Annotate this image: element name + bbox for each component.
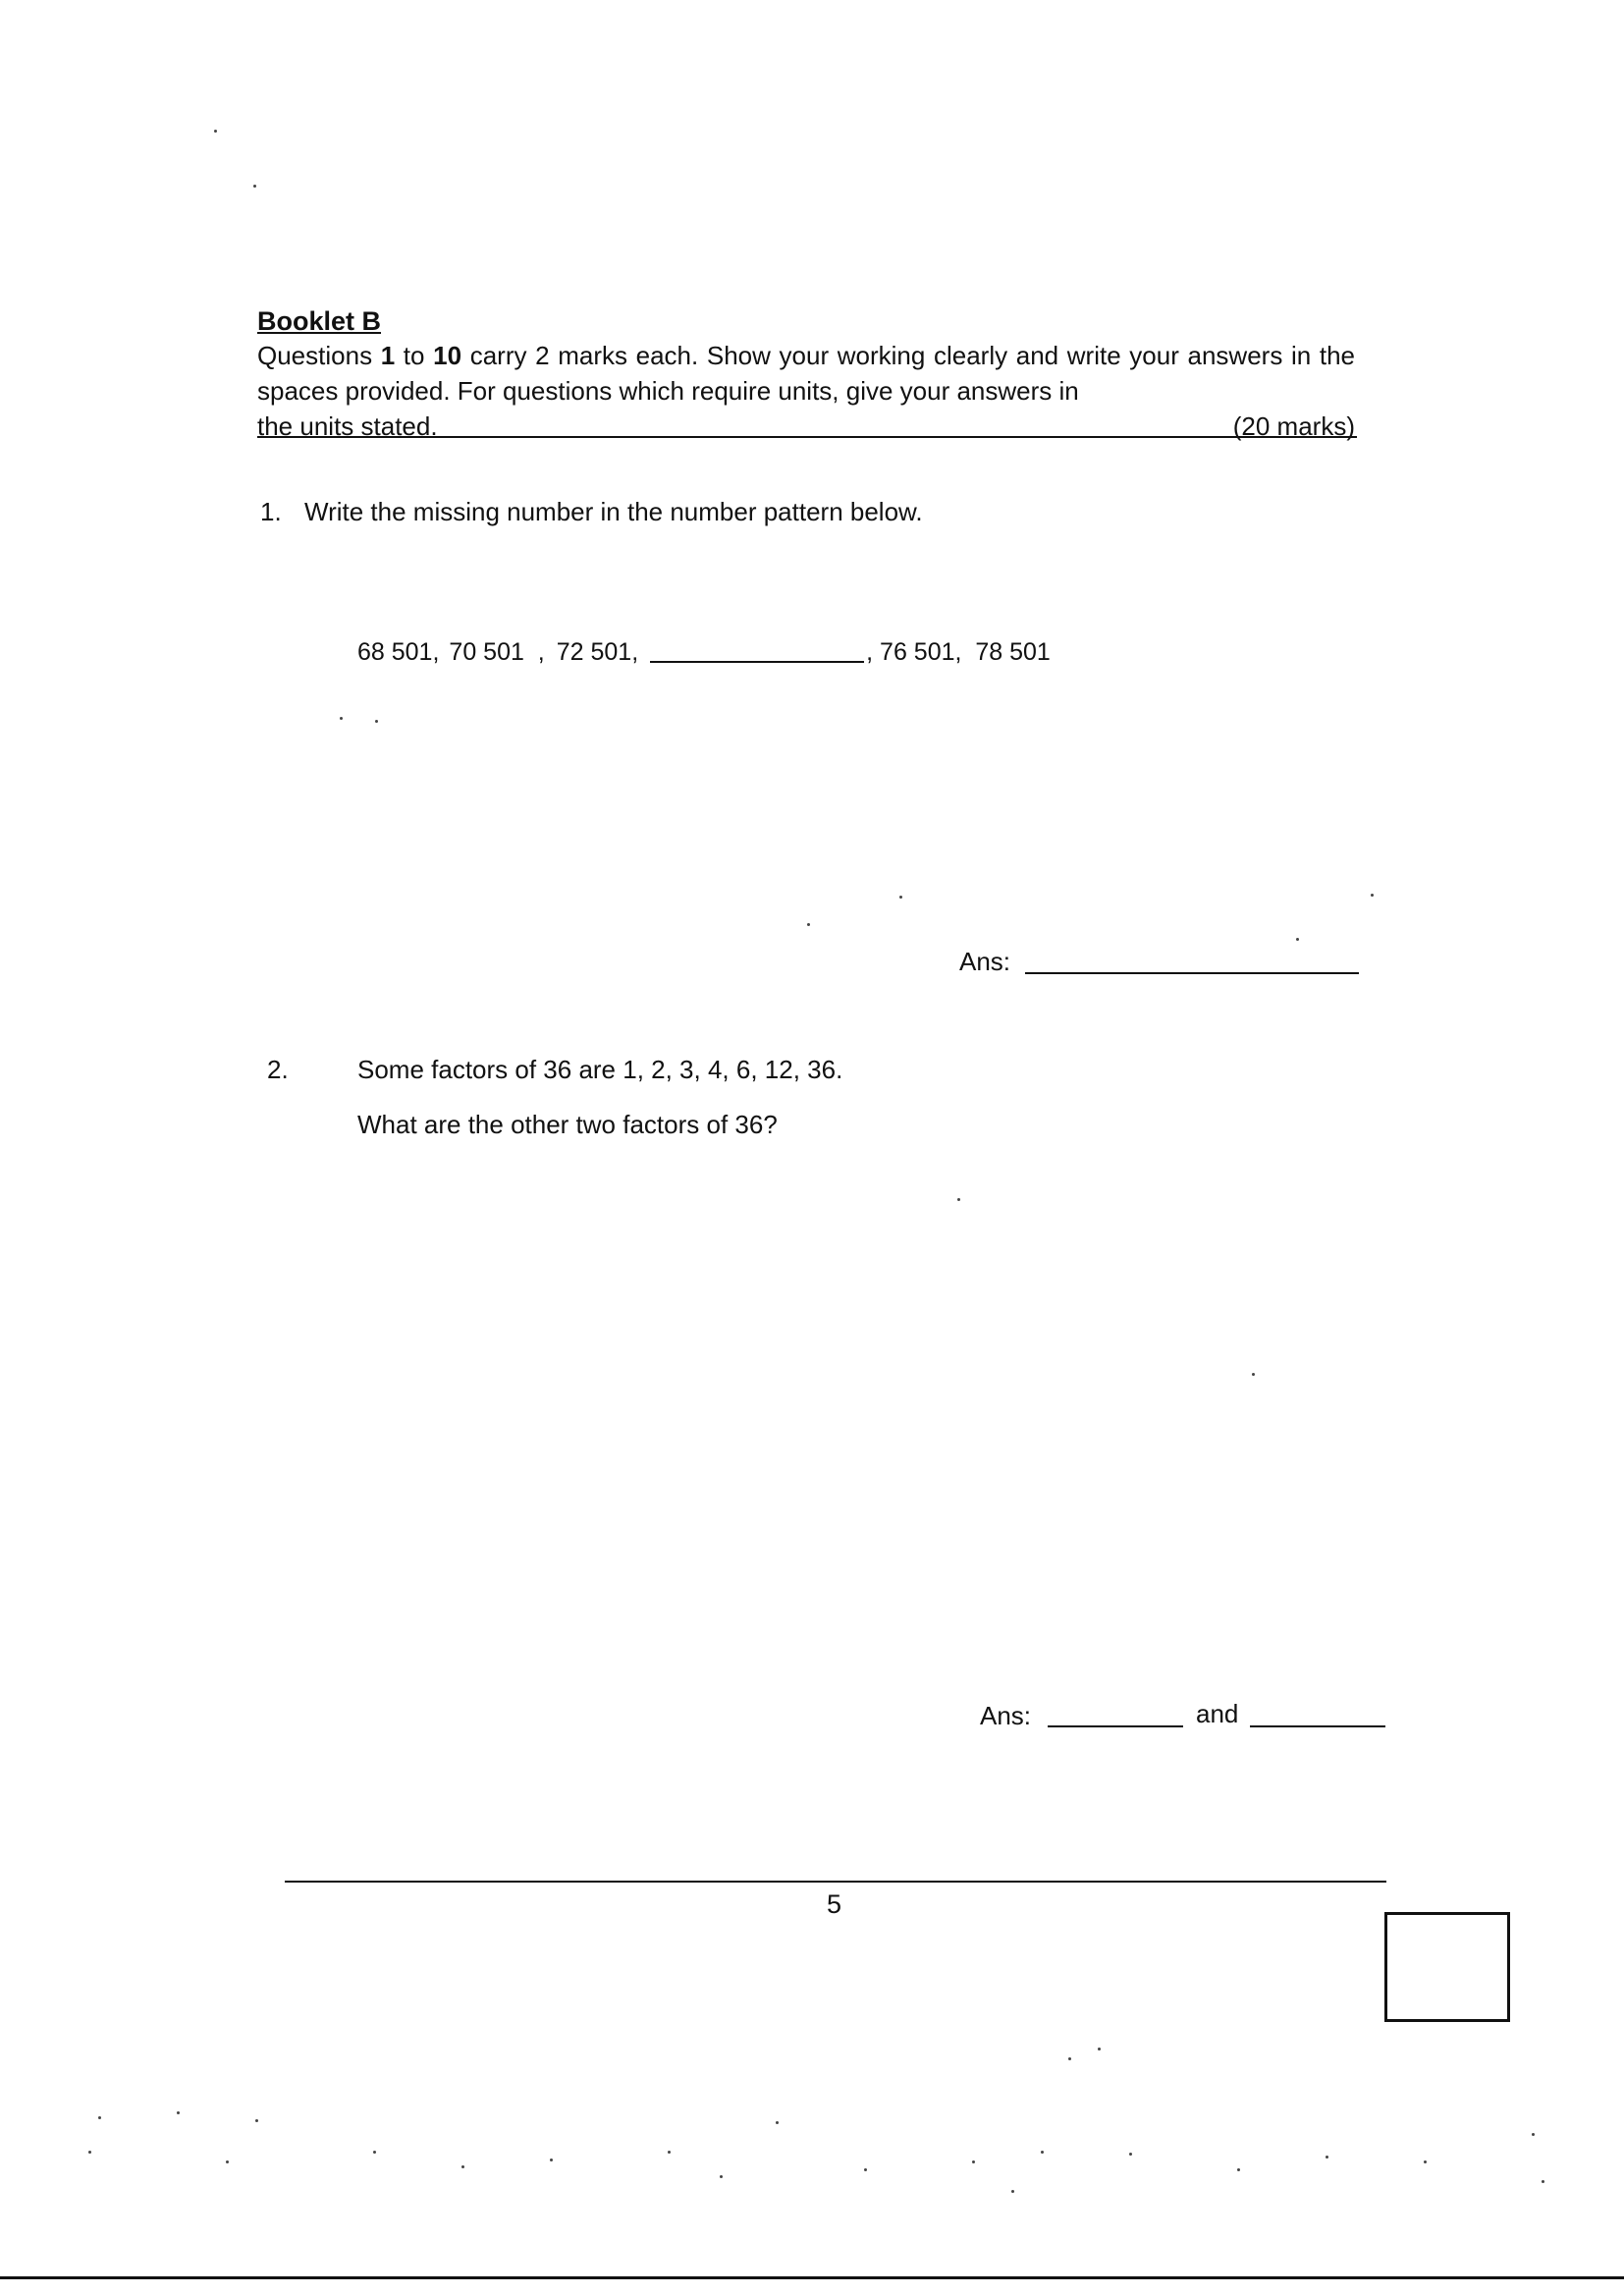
scan-speck [1542,2180,1544,2183]
instructions-to: 10 [433,341,462,370]
scan-speck [1296,938,1299,941]
scan-speck [253,185,256,188]
scan-speck [668,2151,671,2154]
booklet-title: Booklet B [257,306,382,336]
scan-speck [972,2160,975,2163]
marks-box [1384,1912,1510,2022]
instructions-last-line [257,409,1355,444]
scan-speck [957,1198,960,1201]
scan-speck [226,2160,229,2163]
question-2-number: 2. [267,1055,289,1084]
pattern-terms-after: , 76 501, 78 501 [866,638,1051,666]
scan-speck [1532,2133,1535,2136]
scan-speck [88,2151,91,2154]
scan-speck [1129,2153,1132,2156]
answer-2-label: Ans: [980,1701,1032,1730]
answer-2-line-second[interactable] [1250,1725,1385,1727]
total-marks: (20 marks) [1232,411,1355,441]
scan-speck [864,2168,867,2171]
instructions-units-note: the units stated. [257,411,438,441]
scan-speck [177,2111,180,2114]
scan-speck [1098,2048,1101,2050]
instructions-text-3: carry 2 marks each. Show your working clearly and write your answers in the spaces provided. For questions which require units, give your answers in [257,341,1355,406]
answer-2-line-first[interactable] [1048,1725,1183,1727]
scan-speck [720,2175,723,2178]
instructions-text-2: to [395,341,434,370]
instructions [257,338,1355,444]
scan-speck [1237,2168,1240,2171]
scan-speck [340,717,343,720]
scan-speck [375,720,378,723]
header-divider [257,436,1357,438]
scan-speck [461,2165,464,2168]
number-pattern [357,636,1051,667]
question-2-prompt: What are the other two factors of 36? [357,1110,778,1139]
pattern-missing-blank[interactable] [650,639,864,663]
scan-speck [1252,1373,1255,1376]
answer-1-line[interactable] [1025,972,1359,974]
scan-speck [98,2116,101,2119]
pattern-term-1: 68 501, [357,638,440,666]
scan-bottom-edge [0,2276,1624,2279]
scan-speck [550,2159,553,2161]
scan-speck [807,923,810,926]
scan-speck [1068,2057,1071,2060]
scan-speck [1371,894,1374,897]
answer-1-label: Ans: [959,947,1011,976]
scan-speck [899,896,902,899]
scan-speck [214,130,217,133]
question-2-statement: Some factors of 36 are 1, 2, 3, 4, 6, 12, 36. [357,1055,843,1084]
scan-speck [776,2121,779,2124]
scan-speck [1326,2156,1328,2159]
instructions-text-1: Questions [257,341,381,370]
scan-speck [1011,2190,1014,2193]
scan-speck [1041,2151,1044,2154]
page-number: 5 [827,1889,842,1919]
instructions-from: 1 [380,341,396,370]
pattern-term-2: 70 501 , [449,638,545,666]
question-1-number: 1. [260,497,282,526]
answer-2-joiner: and [1196,1699,1239,1728]
scan-speck [1424,2160,1427,2163]
footer-divider [285,1881,1386,1883]
pattern-term-3: 72 501, [556,638,639,666]
scan-speck [255,2119,258,2122]
question-1-text: Write the missing number in the number pattern below. [304,497,923,526]
scan-speck [373,2151,376,2154]
